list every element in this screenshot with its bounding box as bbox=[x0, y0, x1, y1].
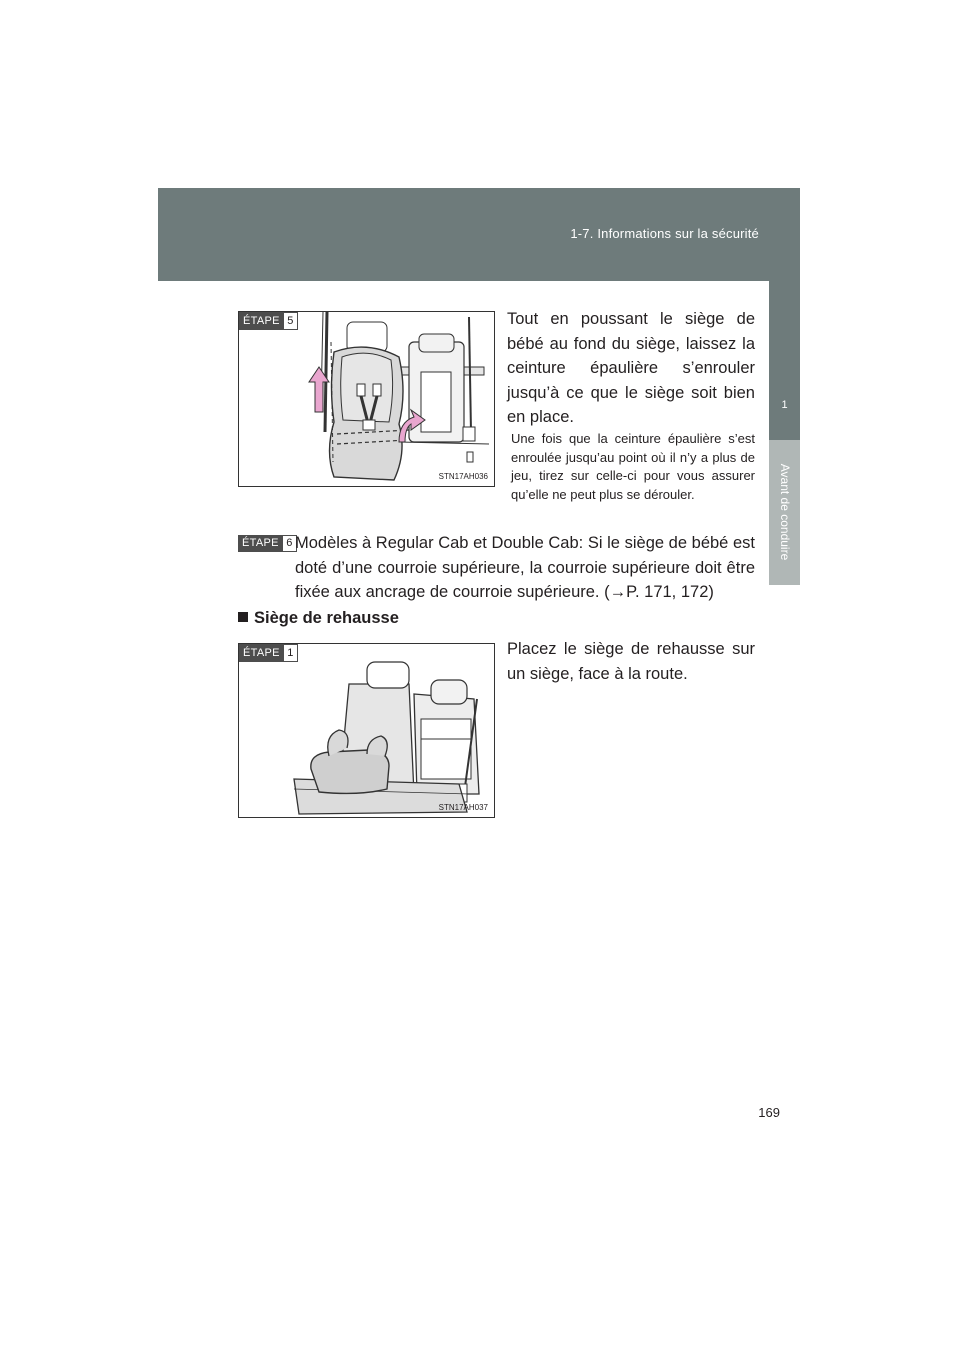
chapter-number: 1 bbox=[781, 399, 788, 411]
step-badge-word: ÉTAPE bbox=[239, 644, 284, 662]
step-badge-number: 1 bbox=[284, 644, 298, 662]
booster-seat-illustration bbox=[239, 644, 494, 817]
child-seat-illustration bbox=[239, 312, 494, 486]
header-band bbox=[158, 188, 799, 281]
figure-step-5 bbox=[238, 311, 495, 487]
step-badge-number: 5 bbox=[284, 312, 298, 330]
step-badge bbox=[239, 644, 298, 662]
figure-step-1 bbox=[238, 643, 495, 818]
step-badge-6 bbox=[238, 535, 297, 552]
figure-code: STN17AH036 bbox=[438, 472, 488, 481]
chapter-label: Avant de conduire bbox=[778, 463, 792, 561]
step5-main-text: Tout en poussant le siège de bébé au fond du siège, laissez la ceinture épaulière s’enrouler jusqu’à ce que le siège soit bien en place. bbox=[507, 310, 755, 426]
chapter-tab bbox=[769, 188, 800, 440]
bullet-square-icon bbox=[238, 612, 248, 622]
step-badge-word: ÉTAPE bbox=[239, 312, 284, 330]
step-badge bbox=[239, 312, 298, 330]
step6-text: Modèles à Regular Cab et Double Cab: Si le siège de bébé est doté d’une courroie supérieure, la courroie supérieure doit être fixée aux ancrage de courroie supérieure. (→P. 171, 172) bbox=[295, 534, 755, 601]
section-heading-text: Siège de rehausse bbox=[254, 609, 399, 627]
page-number: 169 bbox=[758, 1105, 780, 1120]
step5-note: Une fois que la ceinture épaulière s’est enroulée jusqu’au point où il n’y a plus de jeu, tirez sur celle-ci pour vous assurer qu’elle ne peut plus se dérouler. bbox=[511, 431, 755, 502]
step-badge-word: ÉTAPE bbox=[238, 535, 283, 552]
step-badge-number: 6 bbox=[283, 535, 297, 552]
figure-code: STN17AH037 bbox=[438, 803, 488, 812]
section-heading bbox=[238, 609, 399, 628]
section-title: 1-7. Informations sur la sécurité bbox=[570, 226, 759, 241]
step1-text: Placez le siège de rehausse sur un siège, face à la route. bbox=[507, 640, 755, 683]
